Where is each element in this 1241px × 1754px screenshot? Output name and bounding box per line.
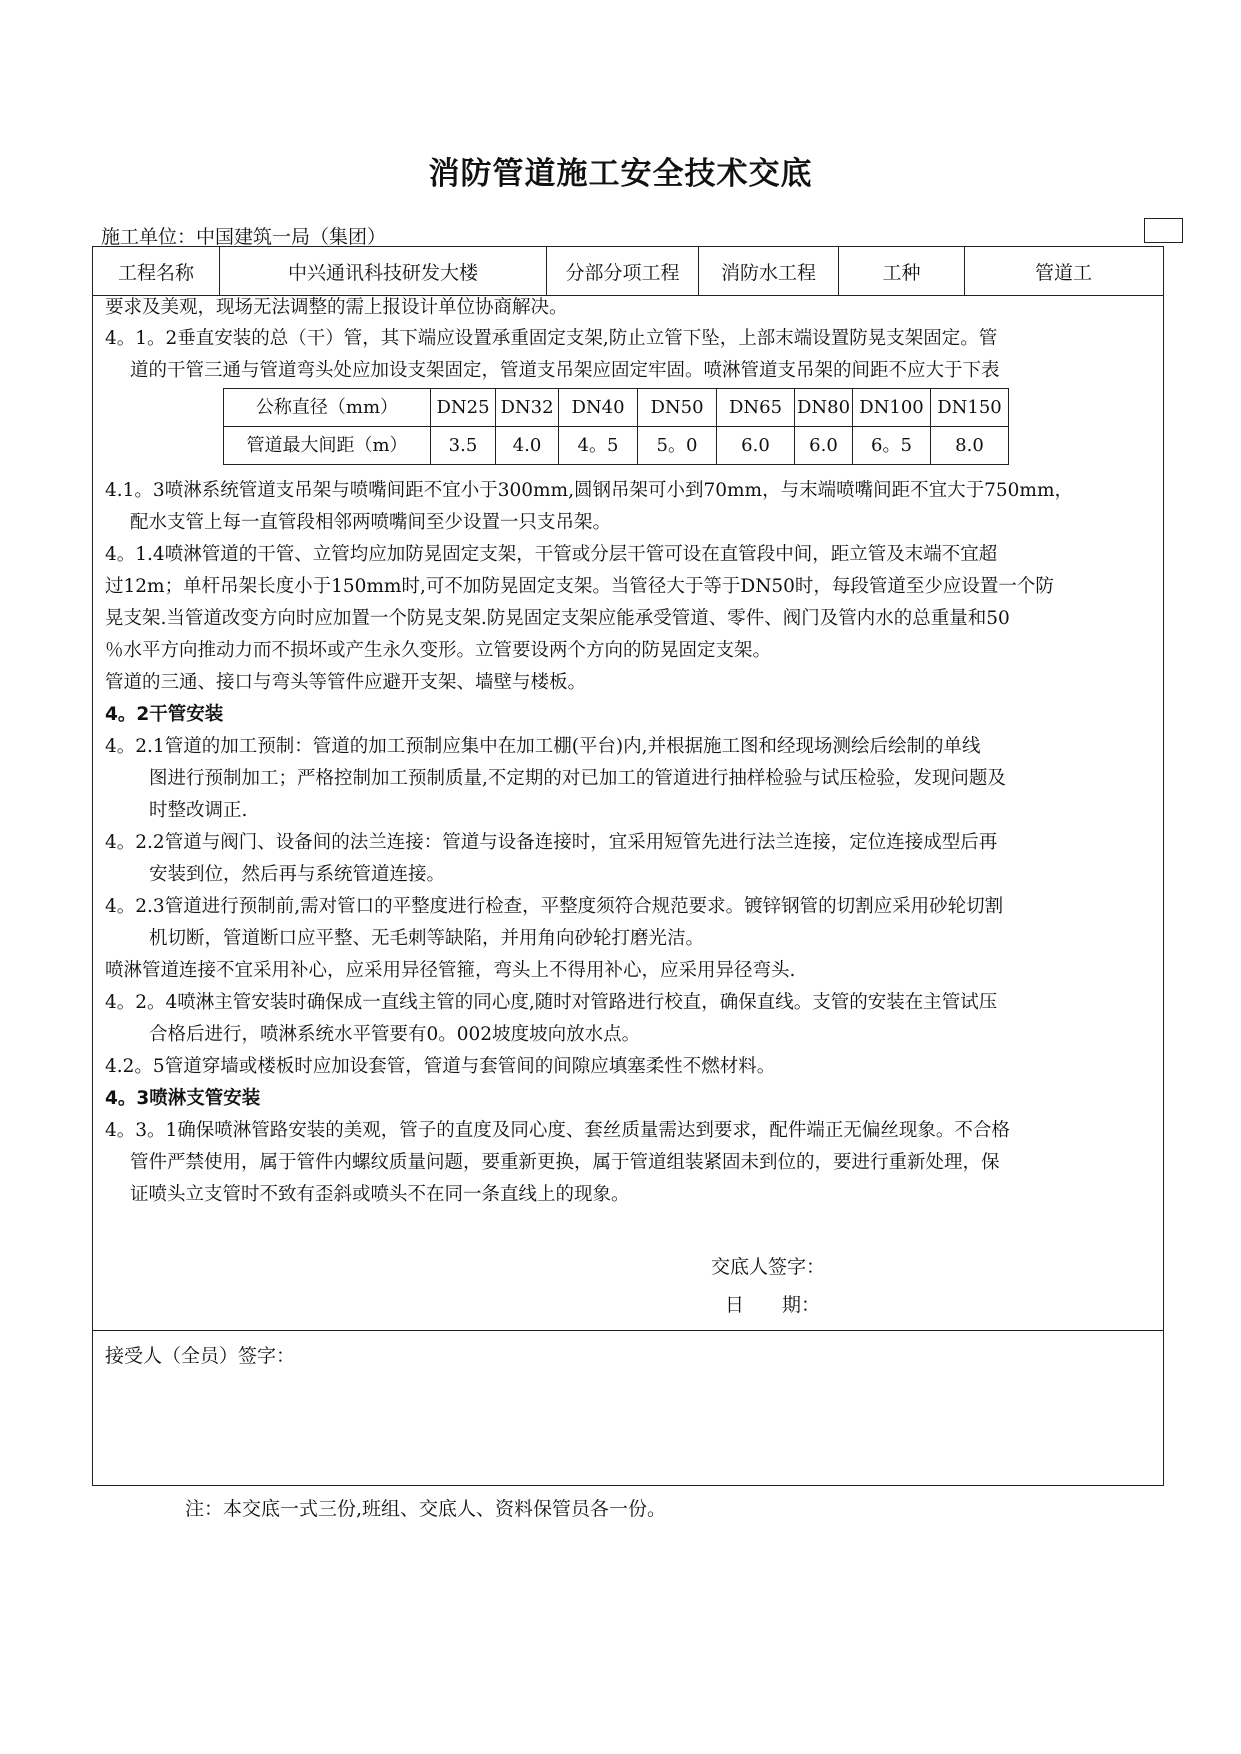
project-name-label: 工程名称 xyxy=(93,247,220,295)
paragraph-line: 4。2.3管道进行预制前,需对管口的平整度进行检查，平整度须符合规范要求。镀锌钢管的切割应采用砂轮切割 xyxy=(105,896,1004,917)
paragraph-line: 过12m；单杆吊架长度小于150mm时,可不加防晃固定支架。当管径大于等于DN50时，每段管道至少应设置一个防 xyxy=(105,576,1054,597)
paragraph-line: 4.2。5管道穿墙或楼板时应加设套管，管道与套管间的间隙应填塞柔性不燃材料。 xyxy=(105,1056,776,1077)
project-name-value: 中兴通讯科技研发大楼 xyxy=(220,247,547,295)
table-row-label: 管道最大间距（m） xyxy=(224,427,431,465)
paragraph-line: 配水支管上每一直管段相邻两喷嘴间至少设置一只支吊架。 xyxy=(130,512,612,533)
paragraph-line: 图进行预制加工；严格控制加工预制质量,不定期的对已加工的管道进行抽样检验与试压检验，发现问题及 xyxy=(149,768,1006,789)
disclosure-form xyxy=(92,246,1164,1486)
paragraph-line: 道的干管三通与管道弯头处应加设支架固定，管道支吊架应固定牢固。喷淋管道支吊架的间距不应大于下表 xyxy=(130,360,1000,381)
section-heading: 4。2干管安装 xyxy=(105,704,224,725)
signature-date-label: 日 期： xyxy=(725,1294,821,1316)
paragraph-line: 管道的三通、接口与弯头等管件应避开支架、墙壁与楼板。 xyxy=(105,672,587,693)
paragraph-line: 安装到位，然后再与系统管道连接。 xyxy=(149,864,446,885)
page-number-box xyxy=(1144,218,1183,243)
paragraph-line: 晃支架.当管道改变方向时应加置一个防晃支架.防晃固定支架应能承受管道、零件、阀门及管内水的总重量和50 xyxy=(105,608,1010,629)
table-cell: 4。5 xyxy=(559,427,638,465)
paragraph-line: 4。1.4喷淋管道的干管、立管均应加防晃固定支架，干管或分层干管可设在直管段中间，距立管及末端不宜超 xyxy=(105,544,998,565)
table-cell: DN150 xyxy=(931,389,1009,427)
support-spacing-table xyxy=(223,388,1009,465)
table-cell: 6.0 xyxy=(717,427,795,465)
table-cell: DN32 xyxy=(496,389,559,427)
paragraph-line: 证喷头立支管时不致有歪斜或喷头不在同一条直线上的现象。 xyxy=(130,1184,630,1205)
table-cell: 8.0 xyxy=(931,427,1009,465)
table-cell: DN100 xyxy=(853,389,931,427)
form-header-row xyxy=(93,247,1163,296)
table-row xyxy=(224,389,1009,427)
table-row xyxy=(224,427,1009,465)
section-divider xyxy=(93,1330,1163,1331)
paragraph-line: 合格后进行，喷淋系统水平管要有0。002坡度坡向放水点。 xyxy=(149,1024,641,1045)
receiver-signature-label: 接受人（全员）签字： xyxy=(105,1345,296,1367)
paragraph-line: 要求及美观，现场无法调整的需上报设计单位协商解决。 xyxy=(105,297,568,318)
paragraph-line: 4。2。4喷淋主管安装时确保成一直线主管的同心度,随时对管路进行校直，确保直线。支管的安装在主管试压 xyxy=(105,992,998,1013)
paragraph-line: ％水平方向推动力而不损坏或产生永久变形。立管要设两个方向的防晃固定支架。 xyxy=(105,640,772,661)
table-cell: DN50 xyxy=(638,389,717,427)
table-cell: DN25 xyxy=(431,389,496,427)
sub-project-value: 消防水工程 xyxy=(699,247,839,295)
trade-label: 工种 xyxy=(839,247,965,295)
table-cell: 3.5 xyxy=(431,427,496,465)
table-row-label: 公称直径（mm） xyxy=(224,389,431,427)
table-cell: DN40 xyxy=(559,389,638,427)
paragraph-line: 时整改调正. xyxy=(149,800,248,821)
document-title: 消防管道施工安全技术交底 xyxy=(428,156,813,192)
table-cell: 5。0 xyxy=(638,427,717,465)
paragraph-line: 管件严禁使用，属于管件内螺纹质量问题，要重新更换，属于管道组装紧固未到位的，要进行重新处理，保 xyxy=(130,1152,1000,1173)
table-cell: 6。5 xyxy=(853,427,931,465)
paragraph-line: 4.1。3喷淋系统管道支吊架与喷嘴间距不宜小于300mm,圆钢吊架可小到70mm，与末端喷嘴间距不宜大于750mm， xyxy=(105,480,1073,501)
table-cell: DN65 xyxy=(717,389,795,427)
paragraph-line: 4。2.2管道与阀门、设备间的法兰连接：管道与设备连接时，宜采用短管先进行法兰连接，定位连接成型后再 xyxy=(105,832,998,853)
paragraph-line: 4。1。2垂直安装的总（干）管，其下端应设置承重固定支架,防止立管下坠，上部末端设置防晃支架固定。管 xyxy=(105,328,998,349)
construction-unit: 施工单位：中国建筑一局（集团） xyxy=(101,226,387,248)
table-cell: 4.0 xyxy=(496,427,559,465)
paragraph-line: 喷淋管道连接不宜采用补心，应采用异径管箍，弯头上不得用补心，应采用异径弯头. xyxy=(105,960,796,981)
section-heading: 4。3喷淋支管安装 xyxy=(105,1088,261,1109)
table-cell: DN80 xyxy=(795,389,853,427)
table-cell: 6.0 xyxy=(795,427,853,465)
paragraph-line: 机切断，管道断口应平整、无毛刺等缺陷，并用角向砂轮打磨光洁。 xyxy=(149,928,705,949)
discloser-signature-label: 交底人签字： xyxy=(711,1256,826,1278)
footnote: 注：本交底一式三份,班组、交底人、资料保管员各一份。 xyxy=(185,1498,667,1520)
paragraph-line: 4。3。1确保喷淋管路安装的美观，管子的直度及同心度、套丝质量需达到要求，配件端正无偏丝现象。不合格 xyxy=(105,1120,1010,1141)
sub-project-label: 分部分项工程 xyxy=(547,247,699,295)
trade-value: 管道工 xyxy=(1034,261,1092,284)
paragraph-line: 4。2.1管道的加工预制：管道的加工预制应集中在加工棚(平台)内,并根据施工图和经现场测绘后绘制的单线 xyxy=(105,736,981,757)
